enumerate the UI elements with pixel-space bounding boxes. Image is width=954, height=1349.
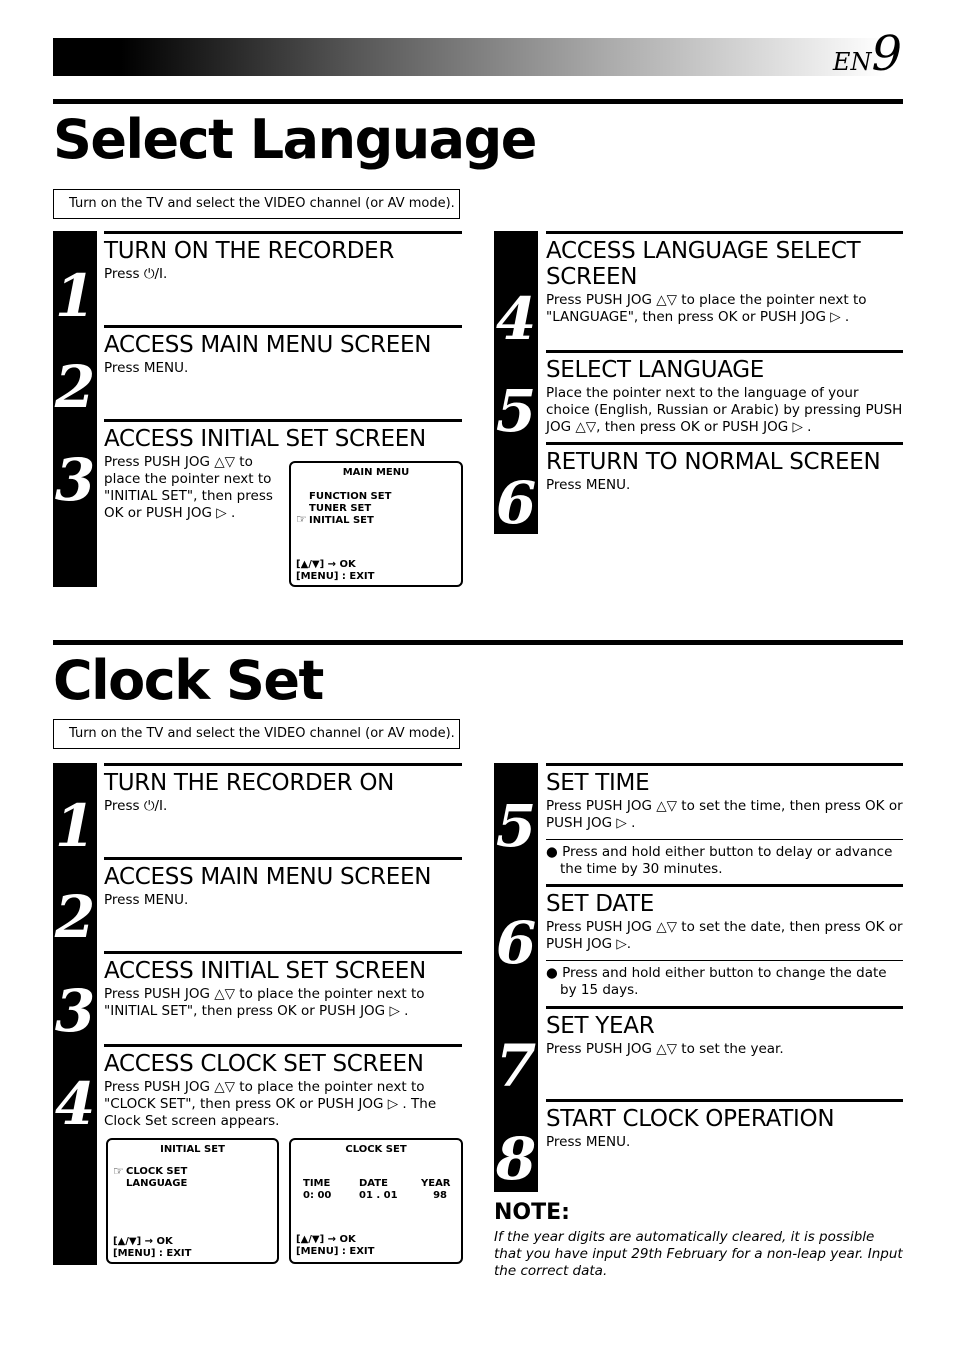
step-number: 5 <box>495 377 537 445</box>
step-body: Press MENU. <box>546 477 631 493</box>
step-5 <box>546 763 903 832</box>
step-heading: ACCESS LANGUAGE SELECT SCREEN <box>546 238 861 290</box>
menu-item: INITIAL SET <box>309 515 374 526</box>
step-number: 6 <box>495 909 537 977</box>
screen-nav-hint: [▲/▼] → OK <box>296 559 356 570</box>
clock-value: 98 <box>433 1190 447 1201</box>
step-6 <box>546 442 903 494</box>
clock-year-field <box>421 1178 451 1202</box>
clock-date-field <box>359 1178 398 1202</box>
section-rule <box>53 99 903 104</box>
step-body: Press MENU. <box>104 360 189 376</box>
step-8 <box>546 1099 903 1151</box>
step-number: 3 <box>54 446 96 514</box>
screen-title: CLOCK SET <box>345 1144 407 1155</box>
step-body: Place the pointer next to the language of your choice (English, Russian or Arabic) by pressing PUSH JOG △▽, then press OK or PUSH JOG ▷ . <box>546 385 903 435</box>
step-6 <box>546 884 903 953</box>
clock-time-field <box>303 1178 331 1202</box>
step-1 <box>104 231 462 283</box>
tip-text: Press and hold either button to delay or advance the time by 30 minutes. <box>560 844 893 877</box>
page-number <box>832 26 902 82</box>
initial-set-screen <box>106 1138 279 1264</box>
tip-bullet: ● Press and hold either button to delay or advance the time by 30 minutes. <box>546 844 893 877</box>
step-number-bar <box>53 763 97 1265</box>
step-number: 1 <box>54 262 96 330</box>
menu-item: TUNER SET <box>309 503 372 514</box>
section-title-select-language: Select Language <box>53 108 536 171</box>
step-number: 2 <box>54 353 96 421</box>
step-4 <box>546 231 903 326</box>
step-heading: TURN THE RECORDER ON <box>104 770 395 796</box>
page-number-value: 9 <box>871 26 902 82</box>
step-7 <box>546 1006 903 1058</box>
step-4 <box>104 1044 462 1130</box>
menu-item: LANGUAGE <box>126 1178 188 1189</box>
note-heading: NOTE: <box>494 1200 570 1225</box>
step-heading: SELECT LANGUAGE <box>546 357 765 383</box>
clock-label: DATE <box>359 1178 388 1189</box>
step-body: Press PUSH JOG △▽ to set the date, then press OK or PUSH JOG ▷. <box>546 919 903 952</box>
intro-box: Turn on the TV and select the VIDEO channel (or AV mode). <box>53 189 460 219</box>
screen-nav-hint: [▲/▼] → OK <box>113 1236 173 1247</box>
main-menu-screen <box>289 461 463 587</box>
step-body: Press ⏻/I. <box>104 266 168 282</box>
note-text: If the year digits are automatically cleared, it is possible that you have input 29th February for a non-leap year. Input the correct data. <box>494 1229 903 1279</box>
intro-box: Turn on the TV and select the VIDEO channel (or AV mode). <box>53 719 460 749</box>
step-5-tip <box>546 839 903 878</box>
screen-title: INITIAL SET <box>160 1144 225 1155</box>
screen-menu-list <box>309 491 391 527</box>
step-body: Press MENU. <box>546 1134 631 1150</box>
screen-menu-list <box>126 1166 187 1190</box>
step-body: Press PUSH JOG △▽ to place the pointer next to "LANGUAGE", then press OK or PUSH JOG ▷ . <box>546 292 867 325</box>
step-2 <box>104 857 462 909</box>
step-number: 4 <box>495 285 537 353</box>
step-1 <box>104 763 462 815</box>
step-number: 8 <box>495 1125 537 1193</box>
step-heading: SET TIME <box>546 770 650 796</box>
step-heading: ACCESS MAIN MENU SCREEN <box>104 332 432 358</box>
step-body: Press PUSH JOG △▽ to set the time, then press OK or PUSH JOG ▷ . <box>546 798 903 831</box>
step-number-bar <box>494 763 538 1192</box>
header-gradient-bar <box>53 38 903 76</box>
step-number: 5 <box>495 792 537 860</box>
pointer-icon: ☞ <box>113 1164 124 1178</box>
step-heading: SET DATE <box>546 891 654 917</box>
step-heading: RETURN TO NORMAL SCREEN <box>546 449 881 475</box>
screen-exit-hint: [MENU] : EXIT <box>296 571 375 582</box>
step-number: 7 <box>495 1032 537 1100</box>
step-body: Press PUSH JOG △▽ to place the pointer next to "CLOCK SET", then press OK or PUSH JOG ▷ . The Clock Set screen appears. <box>104 1079 437 1129</box>
section-title-clock-set: Clock Set <box>53 649 323 712</box>
screen-nav-hint: [▲/▼] → OK <box>296 1234 356 1245</box>
step-heading: ACCESS INITIAL SET SCREEN <box>104 958 426 984</box>
step-number: 1 <box>54 792 96 860</box>
step-6-tip <box>546 960 903 999</box>
tip-bullet: ● Press and hold either button to change the date by 15 days. <box>546 965 887 998</box>
step-heading: ACCESS MAIN MENU SCREEN <box>104 864 432 890</box>
clock-label: TIME <box>303 1178 331 1189</box>
clock-value: 01 . 01 <box>359 1190 398 1201</box>
menu-item: FUNCTION SET <box>309 491 392 502</box>
step-body: Press PUSH JOG △▽ to place the pointer next to "INITIAL SET", then press OK or PUSH JOG ▷ . <box>104 986 425 1019</box>
step-heading: TURN ON THE RECORDER <box>104 238 395 264</box>
step-number-bar <box>494 231 538 537</box>
clock-label: YEAR <box>421 1178 451 1189</box>
clock-set-screen <box>289 1138 463 1264</box>
tip-text: Press and hold either button to change the date by 15 days. <box>560 965 887 998</box>
language-code: EN <box>832 48 872 76</box>
step-heading: ACCESS CLOCK SET SCREEN <box>104 1051 424 1077</box>
step-heading: SET YEAR <box>546 1013 655 1039</box>
screen-exit-hint: [MENU] : EXIT <box>113 1248 192 1259</box>
step-body: Press MENU. <box>104 892 189 908</box>
step-number: 2 <box>54 883 96 951</box>
step-3 <box>104 951 462 1020</box>
step-body: Press ⏻/I. <box>104 798 168 814</box>
step-heading: ACCESS INITIAL SET SCREEN <box>104 426 426 452</box>
screen-exit-hint: [MENU] : EXIT <box>296 1246 375 1257</box>
screen-title: MAIN MENU <box>342 467 410 478</box>
pointer-icon: ☞ <box>296 512 307 526</box>
clock-value: 0: 00 <box>303 1190 332 1201</box>
step-number-bar <box>53 231 97 587</box>
step-2 <box>104 325 462 377</box>
step-number: 4 <box>54 1070 96 1138</box>
menu-item: CLOCK SET <box>126 1166 188 1177</box>
step-number: 6 <box>495 469 537 537</box>
step-number: 3 <box>54 977 96 1045</box>
step-body: Press PUSH JOG △▽ to place the pointer next to "INITIAL SET", then press OK or PUSH JOG ▷ . <box>104 454 273 521</box>
section-rule <box>53 640 903 645</box>
step-body: Press PUSH JOG △▽ to set the year. <box>546 1041 784 1057</box>
step-heading: START CLOCK OPERATION <box>546 1106 835 1132</box>
step-5 <box>546 350 903 436</box>
